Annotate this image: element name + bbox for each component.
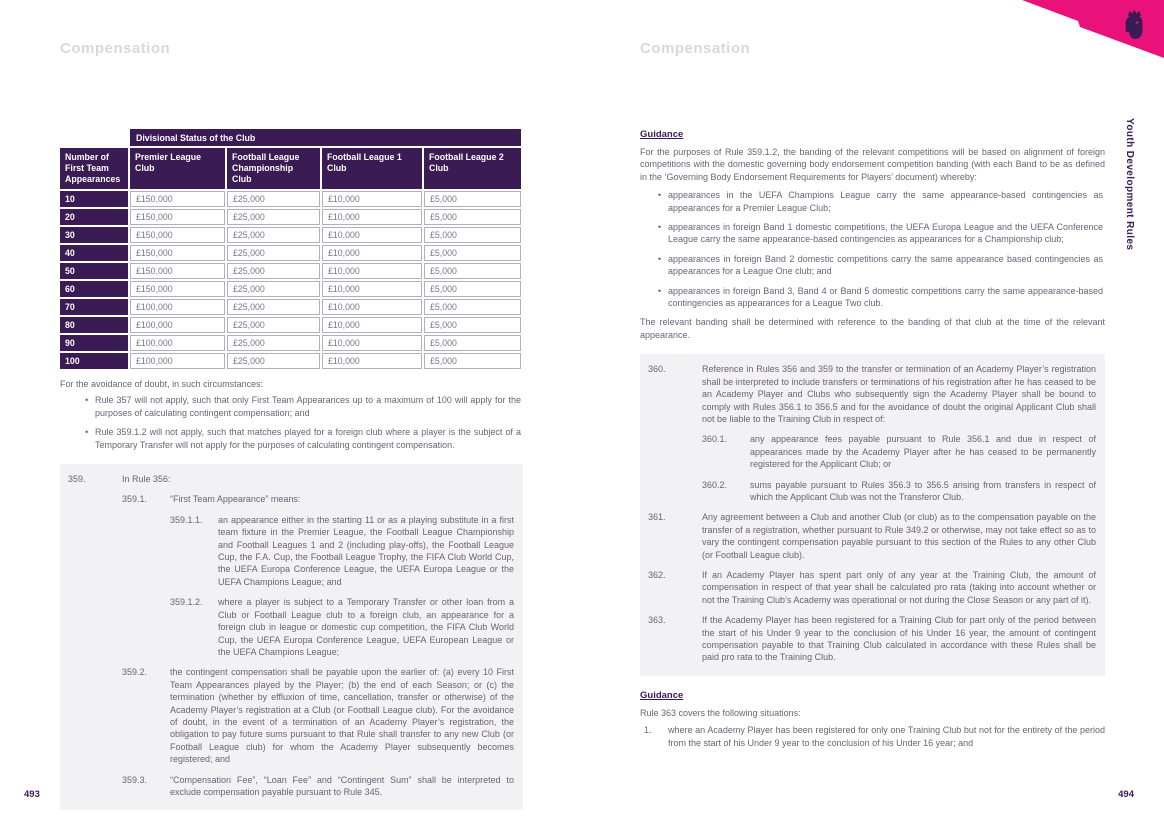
table-cell: £25,000 <box>227 191 320 207</box>
rule-number: 360.1. <box>702 434 728 445</box>
rule-text: Any agreement between a Club and another Club (or club) as to the compensation payable on the transfer of a registration, whether pursuant to Rule 349.2 or otherwise, may not take effect so as to vary the contingent compensation payable pursuant to this section of the Rules to any other Club (or Football League club). <box>702 512 1096 560</box>
banding-note: The relevant banding shall be determined with reference to the banding of that club at the time of the relevant appearance. <box>640 317 1105 340</box>
rule-item-359-3 <box>60 774 523 799</box>
numbered-item-number: 1. <box>644 725 652 736</box>
table-cell: £25,000 <box>227 263 320 279</box>
numbered-item <box>640 724 1105 749</box>
sidebar-vertical-label: Youth Development Rules <box>1124 118 1135 251</box>
table-col-header: Football League Championship Club <box>227 148 320 189</box>
page-right <box>640 40 1105 755</box>
rule-item-360-1 <box>640 433 1105 470</box>
page-number-left: 493 <box>24 789 40 800</box>
rule-number: 359.2. <box>122 667 148 678</box>
guidance-bullet-list <box>640 189 1105 309</box>
table-row-label: 10 <box>60 191 128 207</box>
rule-text: an appearance either in the starting 11 or as a playing substitute in a first team fixture in the Premier League, the Football League Championship and Football Leagues 1 and 2 (including play-offs), the Football League Cup, the F.A. Cup, the Football League Trophy, the FIFA Club World Cup, the UEFA Europa Conference League, the UEFA Europa League or the UEFA Champions League; and <box>218 514 514 587</box>
table-cell: £25,000 <box>227 227 320 243</box>
rule-text: Reference in Rules 356 and 359 to the transfer or termination of an Academy Player’s registration shall be interpreted to include transfers or terminations of his registration after he has ceased to be an Academy Player and Clubs who subsequently sign the Academy Player shall be bound to comply with Rules 356.1 to 356.5 and for the avoidance of doubt the original Applicant Club shall not be liable to the Training Club in respect of: <box>702 364 1096 424</box>
table-cell: £5,000 <box>424 263 521 279</box>
table-cell: £25,000 <box>227 209 320 225</box>
rule-text: the contingent compensation shall be payable upon the earlier of: (a) every 10 First Team Appearances played by the Player; (b) the end of each Season; or (c) the termination (whether by effluxion of time, cancellation, transfer or otherwise) of the Academy Player’s registration at a Club (or Football League club). For the avoidance of doubt, in the event of a termination of an Academy Player’s registration, the obligation to pay future sums pursuant to that Rule shall transfer to any new Club (or Football League club) for whom the Academy Player subsequently becomes registered; and <box>170 667 514 765</box>
table-cell: £10,000 <box>322 263 422 279</box>
avoidance-intro: For the avoidance of doubt, in such circumstances: <box>60 379 264 389</box>
table-cell: £10,000 <box>322 245 422 261</box>
table-cell: £5,000 <box>424 353 521 369</box>
table-cell: £25,000 <box>227 281 320 297</box>
table-cell: £25,000 <box>227 335 320 351</box>
guidance-intro: For the purposes of Rule 359.1.2, the banding of the relevant competitions will be based on alignment of foreign competitions with the domestic governing body endorsement competition banding (with each Band to be as defined in the ‘Governing Body Endorsement Requirements for Players’ document) whereby: <box>640 147 1105 182</box>
bullet-item: • appearances in foreign Band 1 domestic competitions, the UEFA Europa League and the UEFA Conference League carry the same appearance-based contingencies as appearances for a Championship club; <box>640 221 1105 246</box>
table-col-header: Premier League Club <box>130 148 225 189</box>
table-row-label: 60 <box>60 281 128 297</box>
rule-text: any appearance fees payable pursuant to Rule 356.1 and due in respect of appearances made by the Academy Player after he has ceased to be permanently registered for the Applicant Club; or <box>750 434 1096 470</box>
rule-number: 360. <box>648 364 666 375</box>
numbered-item-text: where an Academy Player has been registered for only one Training Club but not for the entirety of the period from the start of his Under 9 year to the conclusion of his Under 16 year; and <box>668 725 1105 748</box>
table-cell: £150,000 <box>130 281 225 297</box>
rule-text: “First Team Appearance” means: <box>170 494 301 505</box>
rule-number: 360.2. <box>702 479 728 490</box>
table-row-label: 20 <box>60 209 128 225</box>
rule-item-362 <box>640 569 1105 606</box>
rule-item-359-1 <box>60 493 523 505</box>
rule-item-359-1-2 <box>60 596 523 658</box>
table-cell: £5,000 <box>424 245 521 261</box>
guidance2-intro: Rule 363 covers the following situations: <box>640 707 801 718</box>
table-corner-header: Number of First Team Appearances <box>60 148 128 189</box>
rule-number: 359.1. <box>122 494 148 505</box>
rule-text: In Rule 356: <box>122 474 171 485</box>
avoidance-bullet-list <box>60 394 523 451</box>
table-cell: £10,000 <box>322 317 422 333</box>
rule-box-360-363 <box>640 354 1105 676</box>
bullet-item: • appearances in foreign Band 2 domestic competitions carry the same appearance based contingencies as appearances for a League One club; and <box>640 253 1105 278</box>
table-cell: £150,000 <box>130 227 225 243</box>
table-cell: £5,000 <box>424 281 521 297</box>
table-cell: £5,000 <box>424 317 521 333</box>
rule-text: If the Academy Player has been registered for a Training Club for part only of the period between the start of his Under 9 year to the conclusion of his Under 16 year, the amount of contingent compensation payable to that Training Club calculated in accordance with these Rules shall be paid pro rata to the Training Club. <box>702 615 1096 663</box>
rule-item-360-2 <box>640 479 1105 504</box>
rule-number: 361. <box>648 512 666 523</box>
bullet-item: • Rule 359.1.2 will not apply, such that matches played for a foreign club where a player is the subject of a Temporary Transfer will not apply for the purposes of calculating contingent compensation. <box>60 426 523 451</box>
table-cell: £10,000 <box>322 191 422 207</box>
compensation-table <box>60 129 523 369</box>
guidance-numbered-list <box>640 724 1105 749</box>
rule-item-363 <box>640 614 1105 664</box>
rule-item-361 <box>640 511 1105 561</box>
table-cell: £5,000 <box>424 227 521 243</box>
table-col-header: Football League 2 Club <box>424 148 521 189</box>
table-cell: £150,000 <box>130 263 225 279</box>
table-cell: £5,000 <box>424 335 521 351</box>
rule-box-359 <box>60 464 523 810</box>
table-cell: £25,000 <box>227 353 320 369</box>
table-row-label: 70 <box>60 299 128 315</box>
table-cell: £5,000 <box>424 191 521 207</box>
rule-number: 359.1.2. <box>170 597 203 608</box>
guidance-heading-2: Guidance <box>640 689 684 701</box>
table-row-label: 100 <box>60 353 128 369</box>
table-cell: £100,000 <box>130 335 225 351</box>
page-left <box>60 40 523 810</box>
table-cell: £25,000 <box>227 299 320 315</box>
rule-text: sums payable pursuant to Rules 356.3 to 356.5 arising from transfers in respect of which the Applicant Club was not the Transferor Club. <box>750 479 1096 502</box>
table-cell: £10,000 <box>322 335 422 351</box>
table-cell: £10,000 <box>322 299 422 315</box>
rule-number: 362. <box>648 569 666 580</box>
rule-item-359 <box>60 473 523 485</box>
rule-text: where a player is subject to a Temporary Transfer or other loan from a Club or Football League club to a foreign club, an appearance for a foreign club in league or domestic cup competition, the FIFA Club World Cup, the UEFA Europa Conference League, UEFA European League or the UEFA Champions League; <box>218 597 514 657</box>
premier-league-lion-icon <box>1121 9 1147 43</box>
rule-text: If an Academy Player has spent part only of any year at the Training Club, the amount of compensation in respect of that year shall be calculated pro rata (taking into account whether or not the Training Club’s Academy was operational or not during the Close Season or any part of it). <box>702 569 1096 605</box>
bullet-item: • Rule 357 will not apply, such that only First Team Appearances up to a maximum of 100 will apply for the purposes of calculating contingent compensation; and <box>60 394 523 419</box>
rule-number: 359. <box>68 474 86 485</box>
table-spanning-header: Divisional Status of the Club <box>130 129 521 146</box>
table-cell: £10,000 <box>322 281 422 297</box>
rule-number: 359.3. <box>122 774 148 785</box>
table-cell: £150,000 <box>130 191 225 207</box>
table-cell: £100,000 <box>130 353 225 369</box>
table-cell: £150,000 <box>130 209 225 225</box>
table-cell: £100,000 <box>130 299 225 315</box>
table-row-label: 80 <box>60 317 128 333</box>
page-title-left: Compensation <box>60 40 171 57</box>
rule-text: “Compensation Fee”, “Loan Fee” and “Contingent Sum” shall be interpreted to exclude compensation payable pursuant to Rule 345. <box>170 774 514 797</box>
page-number-right: 494 <box>1118 789 1134 800</box>
table-cell: £25,000 <box>227 317 320 333</box>
rule-number: 363. <box>648 615 666 626</box>
table-cell: £10,000 <box>322 209 422 225</box>
table-cell: £10,000 <box>322 227 422 243</box>
table-corner-blank <box>60 129 128 146</box>
bullet-item: • appearances in the UEFA Champions League carry the same appearance-based contingencies as appearances for a Premier League Club; <box>640 189 1105 214</box>
bullet-item: • appearances in foreign Band 3, Band 4 or Band 5 domestic competitions carry the same appearance-based contingencies as appearances for a League Two club. <box>640 285 1105 310</box>
table-row-label: 90 <box>60 335 128 351</box>
guidance-heading-1: Guidance <box>640 129 684 140</box>
rule-number: 359.1.1. <box>170 514 203 525</box>
table-row-label: 40 <box>60 245 128 261</box>
page-title-right: Compensation <box>640 40 751 57</box>
rule-item-360 <box>640 363 1105 425</box>
table-cell: £5,000 <box>424 299 521 315</box>
table-cell: £25,000 <box>227 245 320 261</box>
table-cell: £150,000 <box>130 245 225 261</box>
rule-item-359-2 <box>60 666 523 765</box>
rule-item-359-1-1 <box>60 514 523 588</box>
table-row-label: 30 <box>60 227 128 243</box>
table-cell: £5,000 <box>424 209 521 225</box>
table-cell: £100,000 <box>130 317 225 333</box>
table-row-label: 50 <box>60 263 128 279</box>
table-col-header: Football League 1 Club <box>322 148 422 189</box>
table-cell: £10,000 <box>322 353 422 369</box>
